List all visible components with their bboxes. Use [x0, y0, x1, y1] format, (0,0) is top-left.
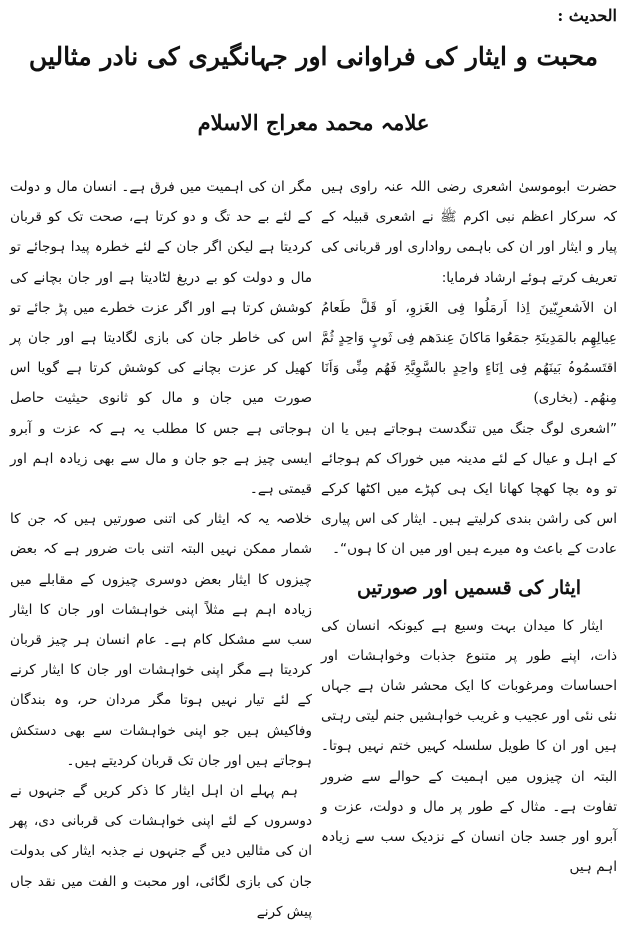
left-column: [10, 172, 312, 927]
types-paragraph: ایثار کا میدان بہت وسیع ہے کیونکہ انسان کی ذات، اپنے طور پر متنوع جذبات وخواہشات اور احساسات ومرغوبات کا ایک محشر شان ہے جہاں نئی نئی اور عجیب و غریب خواہشیں جنم لیتی رہتی ہیں اور ان کا طویل سلسلہ کہیں ختم نہیں ہوتا۔ البتہ ان چیزوں میں اہمیت کے حوالے سے ضرور تفاوت ہے۔ مثال کے طور پر مال و دولت، عزت و آبرو اور جسد جان انسان کے نزدیک سب سے زیادہ اہم ہیں: [321, 617, 617, 876]
body-paragraph-2: خلاصہ یہ کہ ایثار کی اتنی صورتیں ہیں کہ جن کا شمار ممکن نہیں البتہ اتنی بات ضرور ہے کہ بعض چیزوں کا ایثار بعض دوسری چیزوں کے مقابلے میں زیادہ اہم ہے مثلاً اپنی خواہشات اور جان کا ایثار سب سے مشکل کام ہے۔ عام انسان ہر چیز قربان کردیتا ہے مگر اپنی خواہشات اور جان کا ایثار کرنے کے لئے تیار نہیں ہوتا مگر مردان حر، وہ بندگان وفاکیش ہیں جو اپنی خواہشات سے بھی دستکش ہوجاتے ہیں اور جان تک قربان کردیتے ہیں۔: [10, 511, 312, 769]
body-paragraph-3: ہم پہلے ان اہل ایثار کا ذکر کریں گے جنہوں نے دوسروں کے لئے اپنی خواہشات کی قربانی دی، پھر ان کی مثالیں دیں گے جنہوں نے جذبہ ایثار کی بدولت جان کی بازی لگائی، اور محبت و الفت میں نقد جاں پیش کرنے: [10, 783, 312, 920]
section-tag: الحدیث :: [557, 6, 617, 25]
body-paragraph-1: مگر ان کی اہمیت میں فرق ہے۔ انسان مال و دولت کے لئے بے حد تگ و دو کرتا ہے، صحت تک کو قربان کردیتا ہے لیکن اگر جان کے لئے خطرہ پیدا ہوجائے تو مال و دولت کو بے دریغ لٹادیتا ہے اور جان بچانے کی کوشش کرتا ہے اور اگر عزت خطرے میں پڑ جائے تو اس کی خاطر جان کی بازی لگادیتا ہے اور جان پر کھیل کر عزت بچانے کی کوشش کرتا ہے گویا اس صورت میں جان و مال کو ثانوی حیثیت حاصل ہوجاتی ہے جس کا مطلب یہ ہے کہ عزت و آبرو ایسی چیز ہے جو جان و مال سے بھی زیادہ اہم اور قیمتی ہے۔: [10, 179, 312, 498]
intro-paragraph: حضرت ابوموسیٰ اشعری رضی اللہ عنہ راوی ہیں کہ سرکار اعظم نبی اکرم ﷺ نے اشعری قبیلہ کے پیار و ایثار اور ان کی باہمی رواداری اور قربانی کی تعریف کرتے ہوئے ارشاد فرمایا:: [321, 179, 617, 286]
hadith-text: ان الاَشعرِیّینَ اِذا اَرمَلُوا فِی الغَزوِ، اَو قَلَّ طَعامُ عِیالِھِم بالمَدِینَۃِ جمَعُوا مَاکانَ عِندَھم فِی ثَوبٍ وَاحِدٍ ثُمَّ اقتَسمُوہُ بَینَھُم فِی اِنَاءٍ واحِدٍ بالسَّوِیَّۃِ فَھُم مِنِّی وَاَنَا مِنھُم۔ (بخاری): [321, 299, 617, 407]
right-column: [321, 172, 617, 882]
hadith-translation: ”اشعری لوگ جنگ میں تنگدست ہوجاتے ہیں یا ان کے اہل و عیال کے لئے مدینہ میں خوراک کم ہوجائے تو وہ بچا کھچا کھانا ایک ہی کپڑے میں اکٹھا کرکے اس کی راشن بندی کرلیتے ہیں۔ ایثار کی اس پیاری عادت کے باعث وہ میرے ہیں اور میں ان کا ہوں“۔: [321, 420, 617, 558]
section-subheading: ایثار کی قسمیں اور صورتیں: [356, 576, 582, 599]
article-title: محبت و ایثار کی فراوانی اور جہانگیری کی نادر مثالیں: [28, 42, 599, 71]
article-author: علامہ محمد معراج الاسلام: [197, 110, 430, 135]
